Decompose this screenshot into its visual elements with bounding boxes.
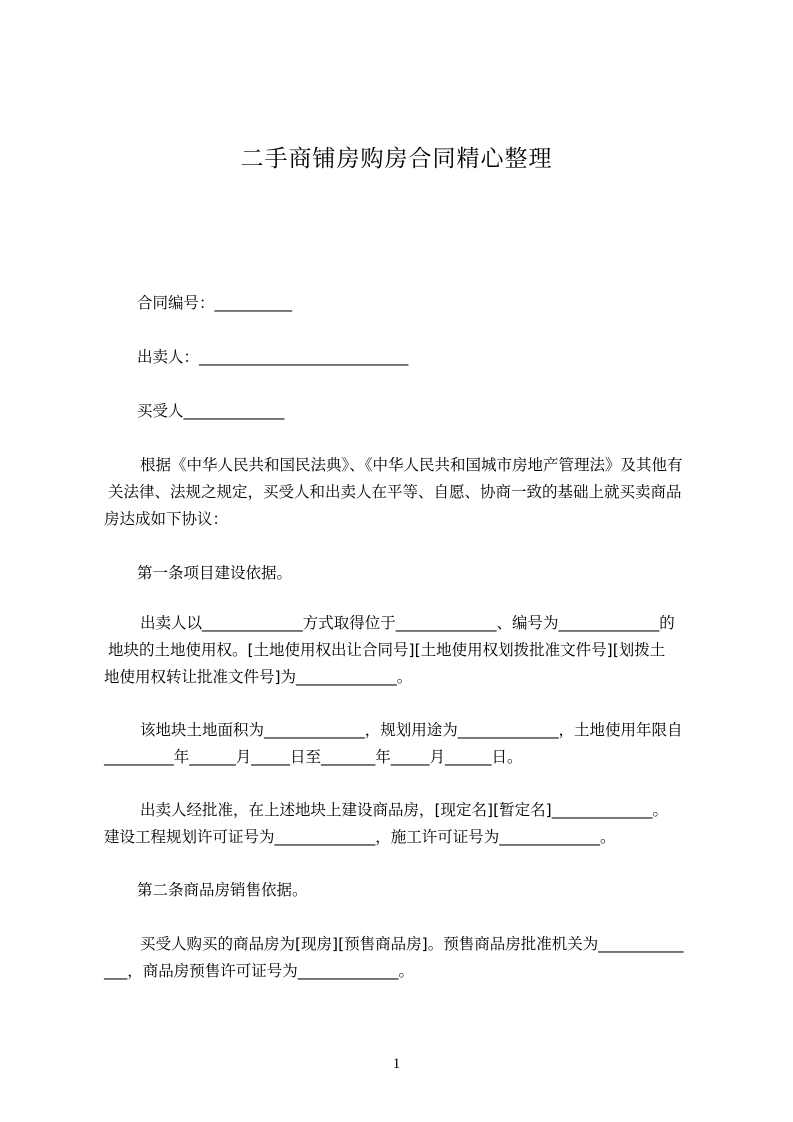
- article-1-paragraph-line: 建设工程规划许可证号为_____________，施工许可证号为_____________。: [104, 828, 616, 846]
- article-1-heading: 第一条项目建设依据。: [137, 564, 293, 582]
- article-2-paragraph-line: 买受人购买的商品房为[现房][预售商品房]。预售商品房批准机关为___________: [140, 935, 684, 953]
- article-1-paragraph-line: _________年______月_____日至_______年_____月______日。: [104, 748, 523, 766]
- document-title: 二手商铺房购房合同精心整理: [240, 146, 553, 172]
- contract-number-field: 合同编号：__________: [137, 294, 293, 312]
- seller-field: 出卖人：___________________________: [137, 348, 409, 366]
- article-2-paragraph-line: ___，商品房预售许可证号为_____________。: [104, 962, 415, 980]
- page-number: 1: [392, 1056, 401, 1072]
- preamble-line: 根据《中华人民共和国民法典》、《中华人民共和国城市房地产管理法》及其他有: [140, 456, 683, 474]
- article-1-paragraph-line: 地使用权转让批准文件号]为_____________。: [104, 668, 413, 686]
- article-1-paragraph-line: 出卖人经批准，在上述地块上建设商品房，[现定名][暂定名]_____________。: [140, 801, 668, 819]
- article-1-paragraph-line: 地块的土地使用权。[土地使用权出让合同号][土地使用权划拨批准文件号][划拨土: [108, 641, 666, 659]
- article-1-paragraph-line: 出卖人以_____________方式取得位于_____________、编号为_____________的: [140, 614, 675, 632]
- article-1-paragraph-line: 该地块土地面积为_____________，规划用途为_____________，土地使用年限自: [140, 721, 683, 739]
- article-2-heading: 第二条商品房销售依据。: [137, 881, 308, 899]
- preamble-line: 关法律、法规之规定，买受人和出卖人在平等、自愿、协商一致的基础上就买卖商品: [108, 483, 682, 501]
- buyer-field: 买受人_____________: [137, 402, 285, 420]
- preamble-line: 房达成如下协议：: [104, 510, 229, 528]
